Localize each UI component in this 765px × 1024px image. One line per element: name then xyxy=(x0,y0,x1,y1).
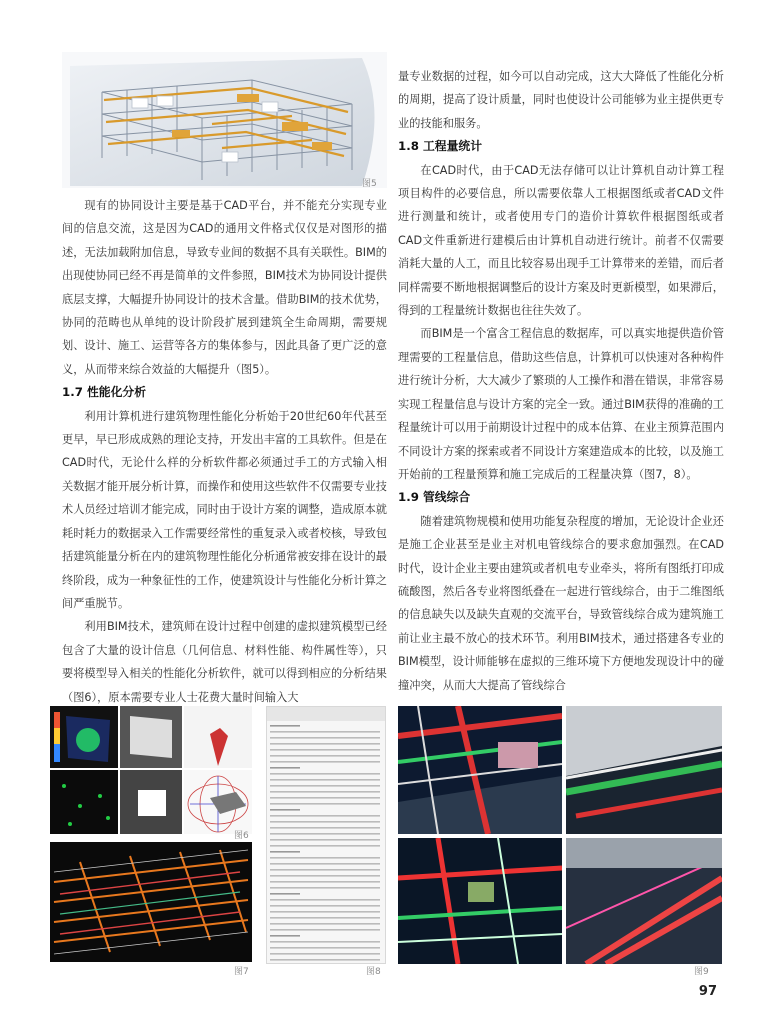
figure-7-caption: 图7 xyxy=(234,967,249,977)
figure-9-pipeline-3d xyxy=(398,706,562,834)
figure-9-detail-a xyxy=(566,706,722,834)
figure-8-caption: 图8 xyxy=(366,967,381,977)
paragraph-continued: 量专业数据的过程，如今可以自动完成，这大大降低了性能化分析的周期，提高了设计质量，同时也使设计公司能够为业主提供更专业的技能和服务。 xyxy=(398,70,724,130)
figure-6-analysis-panels xyxy=(50,706,252,834)
paragraph-analysis-2: 利用BIM技术，建筑师在设计过程中创建的虚拟建筑模型已经包含了大量的设计信息（几何信息、材料性能、构件属性等），只要将模型导入相关的性能化分析软件，就可以得到相应的分析结果（图6），原本需要专业人士花费大量时间输入大 xyxy=(62,620,387,704)
figure-8-quantity-table xyxy=(266,706,386,964)
figure-9-detail-c xyxy=(566,838,722,964)
left-column xyxy=(62,194,387,709)
paragraph-quantity-1: 在CAD时代，由于CAD无法存储可以让计算机自动计算工程项目构件的必要信息，所以需要依靠人工根据图纸或者CAD文件进行测量和统计，或者使用专门的造价计算软件根据图纸或者CAD文件重新进行建模后由计算机自动进行统计。前者不仅需要消耗大量的人工，而且比较容易出现手工计算带来的差错，而后者同样需要不断地根据调整后的设计方案及时更新模型，如果滞后，得到的工程量统计数据也往往失效了。 xyxy=(398,163,724,318)
paragraph-analysis-1: 利用计算机进行建筑物理性能化分析始于20世纪60年代甚至更早，早已形成成熟的理论支持，开发出丰富的工具软件。但是在CAD时代，无论什么样的分析软件都必须通过手工的方式输入相关数据才能开展分析计算，而操作和使用这些软件不仅需要专业技术人员经过培训才能完成，同时由于设计方案的调整，造成原本就耗时耗力的数据录入工作需要经常性的重复录入或者校核，导致包括建筑能量分析在内的建筑物理性能化分析通常被安排在设计的最终阶段，成为一种象征性的工作，使建筑设计与性能化分析计算之间严重脱节。 xyxy=(62,409,387,610)
figure-5-bim-model xyxy=(62,52,387,188)
heading-1-9: 1.9 管线综合 xyxy=(398,490,471,505)
heading-1-7: 1.7 性能化分析 xyxy=(62,385,146,400)
paragraph-quantity-2: 而BIM是一个富含工程信息的数据库，可以真实地提供造价管理需要的工程量信息，借助这些信息，计算机可以快速对各种构件进行统计分析，大大减少了繁琐的人工操作和潜在错误，非常容易实现工程量信息与设计方案的完全一致。通过BIM获得的准确的工程量统计可以用于前期设计过程中的成本估算、在业主预算范围内不同设计方案的探索或者不同设计方案建造成本的比较，以及施工开始前的工程量预算和施工完成后的工程量决算（图7，8）。 xyxy=(398,327,724,481)
figure-9-detail-b xyxy=(398,838,562,964)
paragraph-pipeline: 随着建筑物规模和使用功能复杂程度的增加，无论设计企业还是施工企业甚至是业主对机电管线综合的要求愈加强烈。在CAD时代，设计企业主要由建筑或者机电专业牵头，将所有图纸打印成硫酸图，然后各专业将图纸叠在一起进行管线综合，由于二维图纸的信息缺失以及缺失直观的交流平台，导致管线综合成为建筑施工前让业主最不放心的技术环节。利用BIM技术，通过搭建各专业的BIM模型，设计师能够在虚拟的三维环境下方便地发现设计中的碰撞冲突，从而大大提高了管线综合 xyxy=(398,514,724,692)
heading-1-8: 1.8 工程量统计 xyxy=(398,139,482,154)
figure-6-caption: 图6 xyxy=(234,831,249,841)
paragraph-collab: 现有的协同设计主要是基于CAD平台，并不能充分实现专业间的信息交流，这是因为CAD的通用文件格式仅仅是对图形的描述，无法加载附加信息，导致专业间的数据不具有关联性。BIM的出现使协同已经不再是简单的文件参照，BIM技术为协同设计提供底层支撑，大幅提升协同设计的技术含量。借助BIM的技术优势，协同的范畴也从单纯的设计阶段扩展到建筑全生命周期，需要规划、设计、施工、运营等各方的集体参与，因此具备了更广泛的意义，从而带来综合效益的大幅提升（图5）。 xyxy=(62,199,387,376)
page-number: 97 xyxy=(698,984,717,999)
figure-5-caption: 图5 xyxy=(362,179,377,189)
figure-7-pipe-network xyxy=(50,842,252,962)
right-column xyxy=(398,65,724,697)
figure-9-caption: 图9 xyxy=(694,967,709,977)
